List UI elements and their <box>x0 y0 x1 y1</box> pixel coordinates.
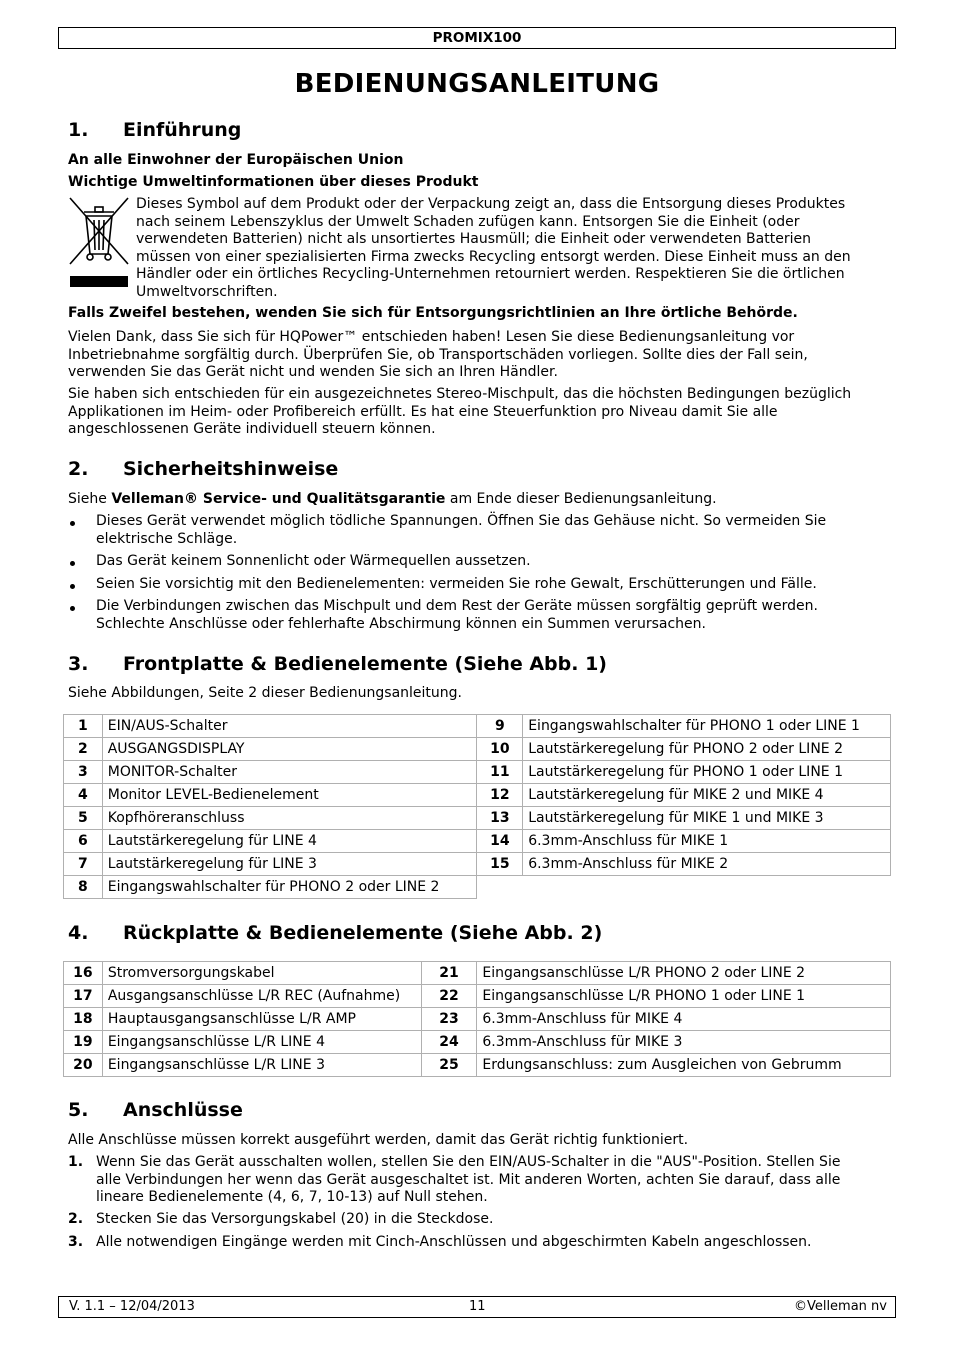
text-line: Schlechte Anschlüsse oder fehlerhafte Abschirmung können ein Summen verursachen. <box>96 615 706 632</box>
page-number: 11 <box>469 1299 486 1314</box>
text-line: Dieses Gerät verwendet möglich tödliche Spannungen. Öffnen Sie das Gehäuse nicht. So vermeiden Sie <box>96 513 827 529</box>
item-label: Lautstärkeregelung für MIKE 2 und MIKE 4 <box>523 784 891 807</box>
item-number: 11 <box>477 761 523 784</box>
text-line: nach seinem Lebenszyklus der Umwelt Schaden zufügen kann. Entsorgen Sie die Einheit (oder <box>136 213 800 230</box>
item-number: 19 <box>64 1031 103 1054</box>
text-line: Das Gerät keinem Sonnenlicht oder Wärmequellen aussetzen. <box>96 553 531 569</box>
item-number: 15 <box>477 853 523 876</box>
table-row <box>64 1054 891 1077</box>
table-row <box>64 985 891 1008</box>
intro-text: am Ende dieser Bedienungsanleitung. <box>445 491 717 507</box>
section-number: 3. <box>68 653 89 675</box>
bullet-icon <box>70 584 75 589</box>
item-label: MONITOR-Schalter <box>102 761 477 784</box>
item-label: 6.3mm-Anschluss für MIKE 1 <box>523 830 891 853</box>
text-line: Händler oder ein örtliches Recycling-Unternehmen retourniert werden. Respektieren Sie die örtlichen <box>136 266 845 283</box>
item-number: 13 <box>477 807 523 830</box>
item-label: Eingangsanschlüsse L/R PHONO 2 oder LINE 2 <box>477 962 891 985</box>
empty-cell <box>523 876 891 899</box>
item-label: Hauptausgangsanschlüsse L/R AMP <box>102 1008 421 1031</box>
section-title: Einführung <box>123 119 242 141</box>
env-heading: Wichtige Umweltinformationen über dieses Produkt <box>68 174 479 190</box>
text-line: angeschlossenen Geräte individuell steuern können. <box>68 421 436 438</box>
text-line: verwendeten Batterien) nicht als unsortiertes Hausmüll; die Einheit oder verwendeten Batterien <box>136 231 811 248</box>
item-label: Eingangsanschlüsse L/R LINE 3 <box>102 1054 421 1077</box>
item-label: Eingangswahlschalter für PHONO 2 oder LINE 2 <box>102 876 477 899</box>
item-number: 5 <box>64 807 103 830</box>
section-number: 2. <box>68 458 89 480</box>
item-number: 21 <box>421 962 477 985</box>
table-row <box>64 876 891 899</box>
section-2-heading <box>68 457 338 481</box>
section-title: Frontplatte & Bedienelemente (Siehe Abb. 1) <box>123 653 607 675</box>
step-number: 1. <box>68 1154 84 1170</box>
section-title: Rückplatte & Bedienelemente (Siehe Abb. 2) <box>123 922 603 944</box>
rear-panel-table <box>63 961 891 1077</box>
eu-heading: An alle Einwohner der Europäischen Union <box>68 152 404 168</box>
item-label: Erdungsanschluss: zum Ausgleichen von Gebrumm <box>477 1054 891 1077</box>
text-line: müssen von einer spezialisierten Firma zwecks Recycling entsorgt werden. Diese Einheit muss an den <box>136 248 851 265</box>
item-label: Monitor LEVEL-Bedienelement <box>102 784 477 807</box>
intro-text: Siehe <box>68 491 112 507</box>
table-row <box>64 807 891 830</box>
item-label: Ausgangsanschlüsse L/R REC (Aufnahme) <box>102 985 421 1008</box>
item-number: 7 <box>64 853 103 876</box>
item-label: Lautstärkeregelung für PHONO 1 oder LINE 1 <box>523 761 891 784</box>
text-line: Inbetriebnahme sorgfältig durch. Überprüfen Sie, ob Transportschäden vorliegen. Sollte dies der Fall sein, <box>68 346 808 363</box>
section-title: Sicherheitshinweise <box>123 458 339 480</box>
product-name: PROMIX100 <box>432 30 522 46</box>
table-row <box>64 738 891 761</box>
section-number: 1. <box>68 119 89 141</box>
connections-intro: Alle Anschlüsse müssen korrekt ausgeführt werden, damit das Gerät richtig funktioniert. <box>68 1132 689 1148</box>
table-row <box>64 784 891 807</box>
text-line: verwenden Sie das Gerät nicht und wenden Sie sich an Ihren Händler. <box>68 364 558 381</box>
item-label: Stromversorgungskabel <box>102 962 421 985</box>
version-date: V. 1.1 – 12/04/2013 <box>69 1299 195 1314</box>
section-title: Anschlüsse <box>123 1099 243 1121</box>
item-label: 6.3mm-Anschluss für MIKE 2 <box>523 853 891 876</box>
text-line: Umweltvorschriften. <box>136 283 278 300</box>
table-row <box>64 715 891 738</box>
text-line: Stecken Sie das Versorgungskabel (20) in die Steckdose. <box>96 1211 494 1227</box>
item-number: 10 <box>477 738 523 761</box>
intro-paragraph <box>68 329 888 382</box>
item-number: 4 <box>64 784 103 807</box>
safety-intro <box>68 491 888 509</box>
table-row <box>64 761 891 784</box>
table-row <box>64 853 891 876</box>
item-label: AUSGANGSDISPLAY <box>102 738 477 761</box>
item-number: 9 <box>477 715 523 738</box>
table-row <box>64 962 891 985</box>
item-label: EIN/AUS-Schalter <box>102 715 477 738</box>
item-label: Lautstärkeregelung für LINE 4 <box>102 830 477 853</box>
doubt-note: Falls Zweifel bestehen, wenden Sie sich für Entsorgungsrichtlinien an Ihre örtliche Behörde. <box>68 305 798 321</box>
item-number: 2 <box>64 738 103 761</box>
item-number: 1 <box>64 715 103 738</box>
weee-crossed-bin-icon <box>68 196 130 292</box>
section-1-heading <box>68 118 241 142</box>
text-line: elektrische Schläge. <box>96 530 238 547</box>
page-header <box>58 27 896 49</box>
item-number: 24 <box>421 1031 477 1054</box>
item-label: Lautstärkeregelung für LINE 3 <box>102 853 477 876</box>
item-number: 25 <box>421 1054 477 1077</box>
text-line: alle Verbindungen her wenn das Gerät ausgeschaltet ist. Mit anderen Worten, achten Sie darauf, dass alle <box>96 1171 841 1188</box>
text-line: Alle notwendigen Eingänge werden mit Cinch-Anschlüssen und abgeschirmten Kabeln angeschlossen. <box>96 1234 812 1250</box>
section-number: 4. <box>68 922 89 944</box>
text-line: Wenn Sie das Gerät ausschalten wollen, stellen Sie den EIN/AUS-Schalter in die "AUS"-Position. Stellen Sie <box>96 1154 841 1170</box>
item-label: 6.3mm-Anschluss für MIKE 4 <box>477 1008 891 1031</box>
section-5-heading <box>68 1098 243 1122</box>
document-title: BEDIENUNGSANLEITUNG <box>294 69 660 99</box>
table-row <box>64 1031 891 1054</box>
item-number: 23 <box>421 1008 477 1031</box>
page-footer <box>58 1296 896 1318</box>
item-number: 16 <box>64 962 103 985</box>
item-number: 14 <box>477 830 523 853</box>
item-label: Lautstärkeregelung für MIKE 1 und MIKE 3 <box>523 807 891 830</box>
text-line: Dieses Symbol auf dem Produkt oder der Verpackung zeigt an, dass die Entsorgung dieses Produktes <box>136 196 846 212</box>
item-number: 6 <box>64 830 103 853</box>
item-label: Eingangsanschlüsse L/R LINE 4 <box>102 1031 421 1054</box>
section-4-heading <box>68 921 602 945</box>
copyright: ©Velleman nv <box>793 1299 887 1314</box>
item-number: 17 <box>64 985 103 1008</box>
item-label: Kopfhöreranschluss <box>102 807 477 830</box>
product-paragraph <box>68 386 888 439</box>
warranty-reference: Velleman® Service- und Qualitätsgarantie <box>111 491 446 507</box>
item-label: Lautstärkeregelung für PHONO 2 oder LINE 2 <box>523 738 891 761</box>
empty-cell <box>477 876 523 899</box>
figures-note: Siehe Abbildungen, Seite 2 dieser Bedienungsanleitung. <box>68 685 462 701</box>
bullet-icon <box>70 606 75 611</box>
item-number: 22 <box>421 985 477 1008</box>
text-line: Sie haben sich entschieden für ein ausgezeichnetes Stereo-Mischpult, das die höchsten Bedingungen bezüglich <box>68 386 852 402</box>
section-number: 5. <box>68 1099 89 1121</box>
item-label: Eingangswahlschalter für PHONO 1 oder LINE 1 <box>523 715 891 738</box>
item-label: Eingangsanschlüsse L/R PHONO 1 oder LINE 1 <box>477 985 891 1008</box>
text-line: Seien Sie vorsichtig mit den Bedienelementen: vermeiden Sie rohe Gewalt, Erschütterungen und Fälle. <box>96 576 817 592</box>
item-number: 8 <box>64 876 103 899</box>
text-line: Applikationen im Heim- oder Profibereich erfüllt. Es hat eine Steuerfunktion pro Niveau damit Sie alle <box>68 403 778 420</box>
text-line: Vielen Dank, dass Sie sich für HQPower™ entschieden haben! Lesen Sie diese Bedienungsanleitung vor <box>68 329 795 345</box>
step-number: 2. <box>68 1211 84 1227</box>
item-number: 12 <box>477 784 523 807</box>
item-number: 3 <box>64 761 103 784</box>
step-number: 3. <box>68 1234 84 1250</box>
bullet-icon <box>70 521 75 526</box>
front-panel-table <box>63 714 891 899</box>
item-number: 20 <box>64 1054 103 1077</box>
text-line: lineare Bedienelemente (4, 6, 7, 10-13) auf Null stehen. <box>96 1189 488 1206</box>
bullet-icon <box>70 561 75 566</box>
item-label: 6.3mm-Anschluss für MIKE 3 <box>477 1031 891 1054</box>
weee-text <box>136 196 888 302</box>
table-row <box>64 830 891 853</box>
table-row <box>64 1008 891 1031</box>
section-3-heading <box>68 652 607 676</box>
item-number: 18 <box>64 1008 103 1031</box>
text-line: Die Verbindungen zwischen das Mischpult und dem Rest der Geräte müssen sorgfältig geprüft werden. <box>96 598 818 614</box>
